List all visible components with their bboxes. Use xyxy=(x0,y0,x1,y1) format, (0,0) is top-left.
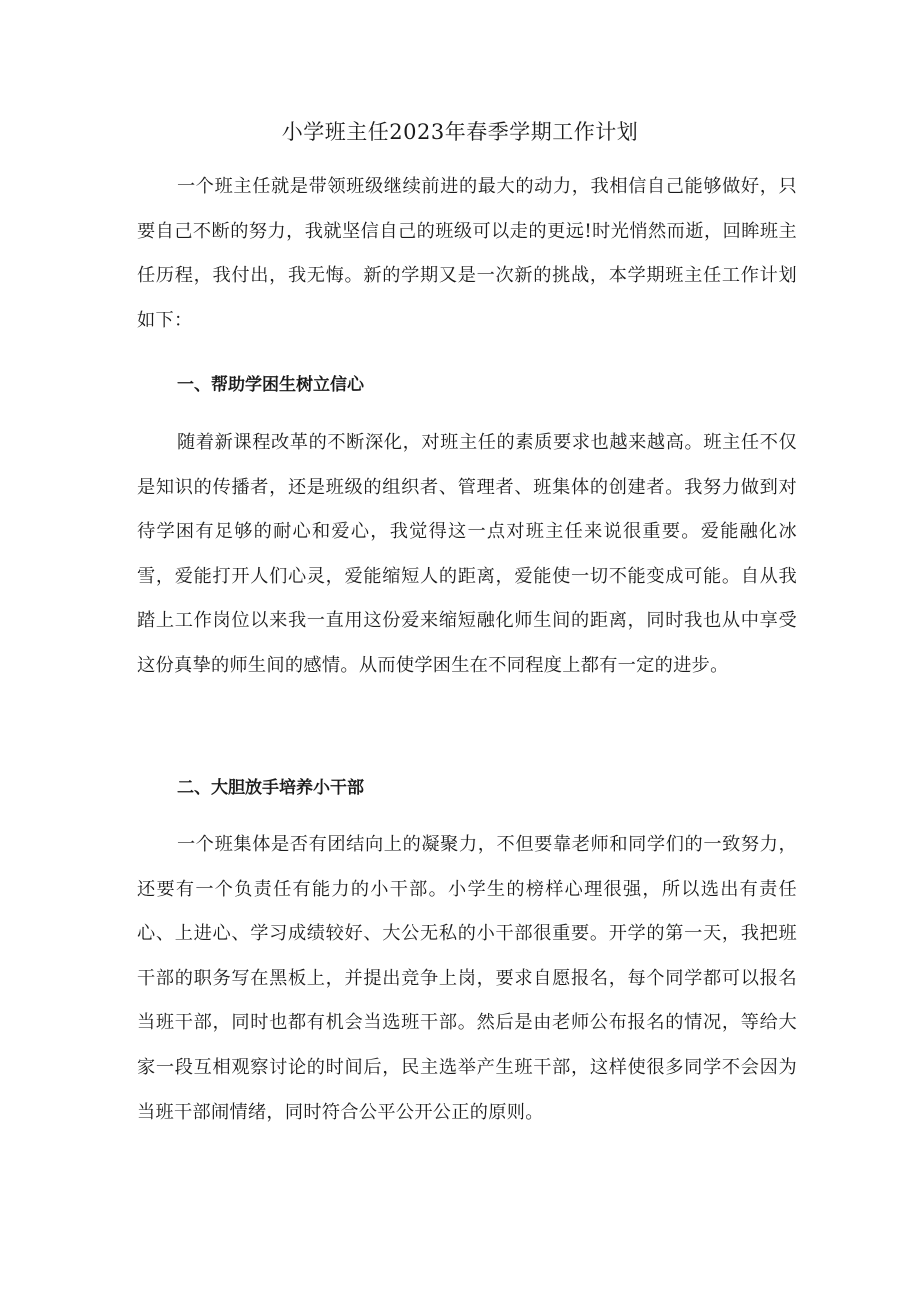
section-2-heading: 二、大胆放手培养小干部 xyxy=(177,778,364,798)
section-2-paragraph: 一个班集体是否有团结向上的凝聚力，不但要靠老师和同学们的一致努力，还要有一个负责任有能力的小干部。小学生的榜样心理很强，所以选出有责任心、上进心、学习成绩较好、大公无私的小干部很重要。开学的第一天，我把班干部的职务写在黑板上，并提出竞争上岗，要求自愿报名，每个同学都可以报名当班干部，同时也都有机会当选班干部。然后是由老师公布报名的情况，等给大家一段互相观察讨论的时间后，民主选举产生班干部，这样使很多同学不会因为当班干部闹情绪，同时符合公平公开公正的原则。 xyxy=(137,834,797,1123)
section-1-heading: 一、帮助学困生树立信心 xyxy=(177,375,364,395)
document-title: 小学班主任2023年春季学期工作计划 xyxy=(281,120,639,144)
intro-paragraph: 一个班主任就是带领班级继续前进的最大的动力，我相信自己能够做好，只要自己不断的努力，我就坚信自己的班级可以走的更远!时光悄然而逝，回眸班主任历程，我付出，我无悔。新的学期又是一次新的挑战，本学期班主任工作计划如下： xyxy=(137,176,797,331)
section-1-paragraph: 随着新课程改革的不断深化，对班主任的素质要求也越来越高。班主任不仅是知识的传播者，还是班级的组织者、管理者、班集体的创建者。我努力做到对待学困有足够的耐心和爱心，我觉得这一点对班主任来说很重要。爱能融化冰雪，爱能打开人们心灵，爱能缩短人的距离，爱能使一切不能变成可能。自从我踏上工作岗位以来我一直用这份爱来缩短融化师生间的距离，同时我也从中享受这份真挚的师生间的感情。从而使学困生在不同程度上都有一定的进步。 xyxy=(137,432,797,676)
